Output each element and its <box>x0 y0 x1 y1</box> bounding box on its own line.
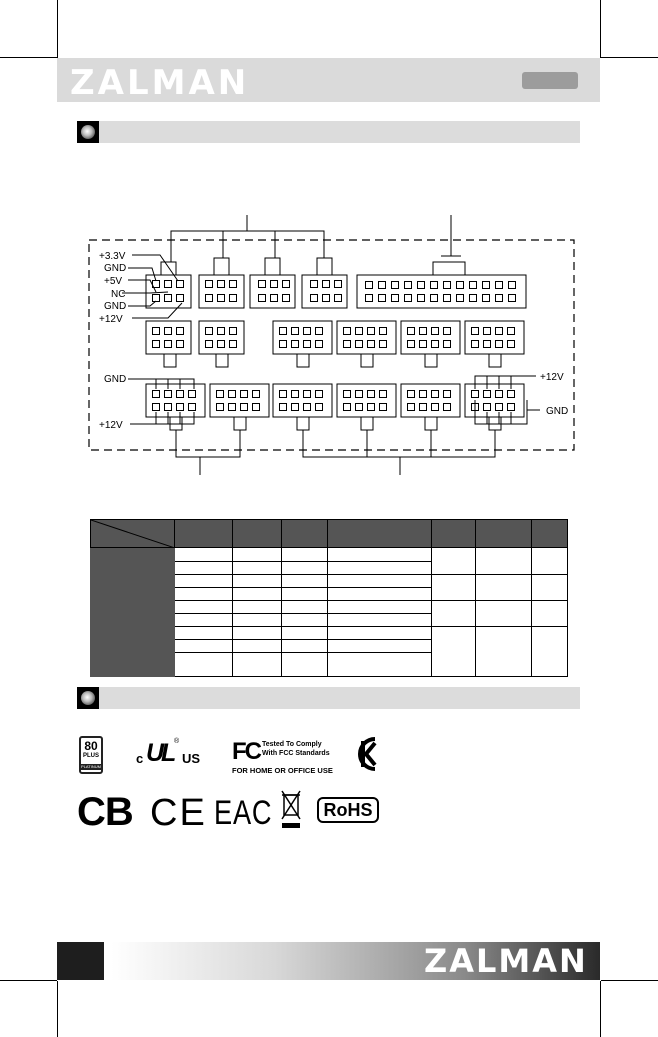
table-row <box>91 627 568 640</box>
table-row <box>91 601 568 614</box>
fcc-line2: With FCC Standards <box>262 750 330 757</box>
ce-mark-icon: CE <box>150 792 207 834</box>
connector-diagram <box>0 200 658 490</box>
kc-mark-icon <box>355 735 381 773</box>
crop-mark <box>57 0 58 58</box>
ul-us: US <box>182 751 201 766</box>
fcc-mark: FC <box>232 738 260 765</box>
crop-mark <box>57 981 58 1037</box>
80plus-number: 80 <box>84 739 98 753</box>
label-gnd-1: GND <box>104 263 127 274</box>
footer-page-block <box>57 942 104 980</box>
label-5v: +5V <box>104 276 123 287</box>
label-3v3: +3.3V <box>99 251 126 262</box>
zalman-logo: ZALMAN <box>70 63 250 103</box>
weee-bin-icon <box>280 789 302 829</box>
output-spec-table <box>90 519 568 677</box>
label-nc: NC <box>111 289 126 300</box>
80plus-plus: PLUS <box>82 753 99 759</box>
fcc-icon <box>232 738 342 776</box>
crop-mark <box>600 981 601 1037</box>
table-header-row <box>91 520 568 548</box>
crop-mark <box>0 57 57 58</box>
crop-mark <box>0 980 57 981</box>
ul-listed-icon <box>136 738 202 768</box>
section-bullet-icon <box>77 121 99 143</box>
fcc-line1: Tested To Comply <box>262 741 322 748</box>
label-12v-top: +12V <box>99 314 123 325</box>
header-badge <box>522 72 578 89</box>
section-bar-certifications <box>77 687 580 709</box>
table-row <box>91 575 568 588</box>
eac-mark-icon: EAC <box>214 794 273 832</box>
label-gnd-left: GND <box>104 374 127 385</box>
section-bullet-icon <box>77 687 99 709</box>
label-12v-left: +12V <box>99 420 123 431</box>
label-gnd-right: GND <box>546 406 569 417</box>
ul-mark: UL <box>146 739 174 767</box>
crop-mark <box>600 0 601 58</box>
section-bar-connectors <box>77 121 580 143</box>
table-corner-cell <box>91 520 175 548</box>
ul-c: c <box>136 751 144 766</box>
fcc-line3: FOR HOME OR OFFICE USE <box>232 766 333 775</box>
label-12v-right: +12V <box>540 372 564 383</box>
80plus-platinum-icon <box>79 736 103 774</box>
rohs-mark-icon: RoHS <box>317 797 379 823</box>
crop-mark <box>601 57 658 58</box>
ul-registered: ® <box>174 738 180 745</box>
80plus-level: PLATINUM <box>81 764 101 769</box>
table-row <box>91 548 568 562</box>
crop-mark <box>601 980 658 981</box>
zalman-logo-footer: ZALMAN <box>424 942 588 980</box>
label-gnd-2: GND <box>104 301 127 312</box>
cb-mark-icon: CB <box>77 790 133 834</box>
